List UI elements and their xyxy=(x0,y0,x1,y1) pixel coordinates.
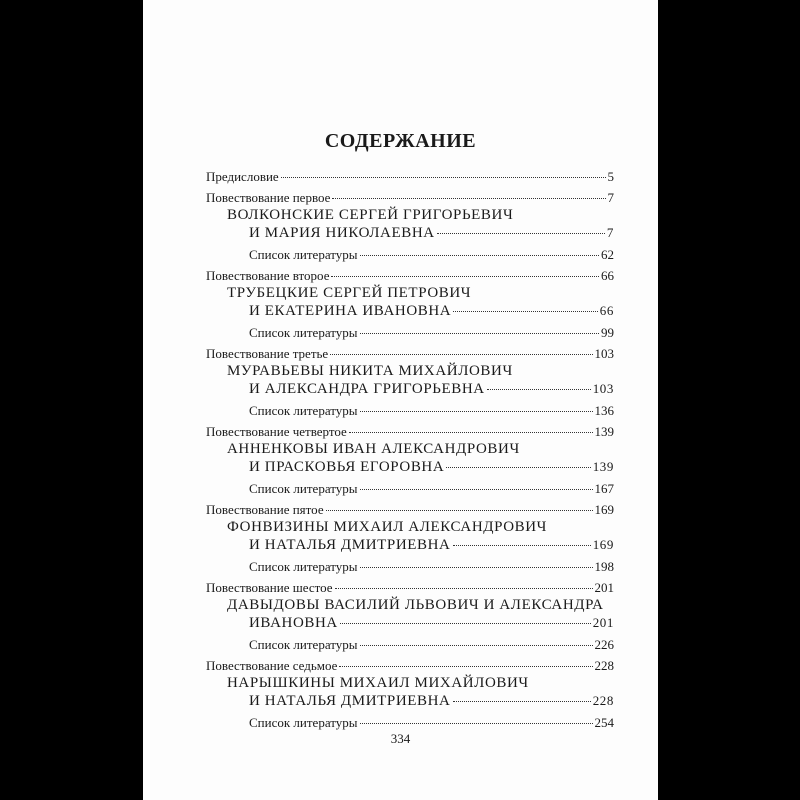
toc-heading-label: И МАРИЯ НИКОЛАЕВНА xyxy=(249,225,435,241)
toc-literature-page: 136 xyxy=(594,403,614,418)
toc-heading-label: И НАТАЛЬЯ ДМИТРИЕВНА xyxy=(249,693,451,709)
toc-literature-label: Список литературы xyxy=(249,637,358,652)
toc-chapter-label: Повествование второе xyxy=(206,267,330,283)
dot-leader xyxy=(360,333,600,334)
toc-heading-row xyxy=(206,380,614,398)
toc-chapter-row xyxy=(206,423,614,442)
toc-heading-line: НАРЫШКИНЫ МИХАИЛ МИХАЙЛОВИЧ xyxy=(227,675,529,691)
toc-heading-page: 201 xyxy=(592,615,614,630)
toc-chapters xyxy=(206,189,614,733)
toc-chapter xyxy=(206,345,614,421)
toc-chapter-label: Повествование третье xyxy=(206,345,329,361)
toc-chapter-row xyxy=(206,657,614,676)
toc-heading-row xyxy=(206,692,614,710)
toc-heading-label: И НАТАЛЬЯ ДМИТРИЕВНА xyxy=(249,537,451,553)
dot-leader xyxy=(487,389,591,390)
toc-chapter-page: 66 xyxy=(601,267,614,283)
toc-heading-label: И АЛЕКСАНДРА ГРИГОРЬЕВНА xyxy=(249,381,485,397)
toc-heading-line: МУРАВЬЕВЫ НИКИТА МИХАЙЛОВИЧ xyxy=(227,363,513,379)
toc-heading-page: 139 xyxy=(592,459,614,474)
toc-literature-row xyxy=(206,324,614,343)
dot-leader xyxy=(349,432,593,433)
toc-chapter-row xyxy=(206,267,614,286)
toc-chapter-page: 169 xyxy=(594,501,614,517)
toc-literature-row xyxy=(206,402,614,421)
toc-chapter xyxy=(206,657,614,733)
toc-preface-row xyxy=(206,168,614,187)
toc-literature-page: 99 xyxy=(601,325,614,340)
dot-leader xyxy=(360,411,593,412)
toc-heading-row xyxy=(206,224,614,242)
toc-literature-page: 226 xyxy=(594,637,614,652)
toc-chapter-label: Повествование седьмое xyxy=(206,657,338,673)
toc-chapter-row xyxy=(206,345,614,364)
page-number: 334 xyxy=(390,731,411,746)
toc-chapter-label: Повествование первое xyxy=(206,189,331,205)
dot-leader xyxy=(330,354,592,355)
toc-preface-page: 5 xyxy=(607,169,614,184)
toc-heading-line: ФОНВИЗИНЫ МИХАИЛ АЛЕКСАНДРОВИЧ xyxy=(227,519,548,535)
toc-heading-row xyxy=(206,614,614,632)
toc-heading-line: АННЕНКОВЫ ИВАН АЛЕКСАНДРОВИЧ xyxy=(227,441,520,457)
dot-leader xyxy=(437,233,605,234)
toc-chapter xyxy=(206,501,614,577)
toc-literature-page: 62 xyxy=(601,247,614,262)
toc-literature-page: 167 xyxy=(594,481,614,496)
toc-heading-line: ВОЛКОНСКИЕ СЕРГЕЙ ГРИГОРЬЕВИЧ xyxy=(227,207,514,223)
toc-literature-page: 198 xyxy=(594,559,614,574)
toc-literature-label: Список литературы xyxy=(249,559,358,574)
toc-chapter xyxy=(206,579,614,655)
toc-heading-row xyxy=(206,458,614,476)
toc-literature-page: 254 xyxy=(594,715,614,730)
dot-leader xyxy=(335,588,593,589)
toc-heading-label: И ПРАСКОВЬЯ ЕГОРОВНА xyxy=(249,459,445,475)
toc-chapter-row xyxy=(206,501,614,520)
toc-literature-row xyxy=(206,558,614,577)
dot-leader xyxy=(360,723,593,724)
toc-heading-page: 7 xyxy=(606,225,614,240)
toc-literature-label: Список литературы xyxy=(249,481,358,496)
toc-heading-line: ТРУБЕЦКИЕ СЕРГЕЙ ПЕТРОВИЧ xyxy=(227,285,472,301)
toc-preface-label: Предисловие xyxy=(206,169,279,184)
book-page xyxy=(143,0,658,800)
dot-leader xyxy=(446,467,590,468)
toc-literature-label: Список литературы xyxy=(249,247,358,262)
toc-heading-row xyxy=(206,536,614,554)
dot-leader xyxy=(453,545,591,546)
dot-leader xyxy=(453,701,591,702)
left-black-margin xyxy=(0,0,143,800)
toc-literature-row xyxy=(206,480,614,499)
dot-leader xyxy=(360,255,600,256)
dot-leader xyxy=(340,623,591,624)
toc-chapter-page: 139 xyxy=(594,423,614,439)
toc-heading-page: 66 xyxy=(599,303,614,318)
dot-leader xyxy=(360,489,593,490)
toc-chapter-page: 201 xyxy=(594,579,614,595)
toc-chapter-page: 7 xyxy=(607,189,614,205)
toc-heading-row xyxy=(206,302,614,320)
toc-heading-label: ИВАНОВНА xyxy=(249,615,338,631)
toc-literature-row xyxy=(206,714,614,733)
toc-heading-line: ДАВЫДОВЫ ВАСИЛИЙ ЛЬВОВИЧ И АЛЕКСАНДРА xyxy=(227,597,604,613)
dot-leader xyxy=(360,645,593,646)
toc-heading-page: 228 xyxy=(592,693,614,708)
toc-chapter-label: Повествование четвертое xyxy=(206,423,347,439)
toc-heading-page: 103 xyxy=(592,381,614,396)
toc-literature-label: Список литературы xyxy=(249,403,358,418)
page-title: СОДЕРЖАНИЕ xyxy=(324,130,477,152)
dot-leader xyxy=(281,177,606,178)
toc-chapter-page: 228 xyxy=(594,657,614,673)
toc-chapter xyxy=(206,189,614,265)
toc-literature-label: Список литературы xyxy=(249,715,358,730)
dot-leader xyxy=(326,510,593,511)
toc-chapter-row xyxy=(206,579,614,598)
toc-chapter xyxy=(206,267,614,343)
dot-leader xyxy=(453,311,598,312)
toc-literature-row xyxy=(206,636,614,655)
toc-heading-label: И ЕКАТЕРИНА ИВАНОВНА xyxy=(249,303,452,319)
toc-heading-page: 169 xyxy=(592,537,614,552)
toc-chapter xyxy=(206,423,614,499)
right-black-margin xyxy=(658,0,800,800)
toc-literature-label: Список литературы xyxy=(249,325,358,340)
dot-leader xyxy=(332,198,605,199)
dot-leader xyxy=(339,666,592,667)
toc-chapter-row xyxy=(206,189,614,208)
table-of-contents xyxy=(206,168,614,733)
toc-chapter-page: 103 xyxy=(594,345,614,361)
toc-chapter-label: Повествование шестое xyxy=(206,579,333,595)
toc-literature-row xyxy=(206,246,614,265)
toc-chapter-label: Повествование пятое xyxy=(206,501,324,517)
dot-leader xyxy=(331,276,599,277)
dot-leader xyxy=(360,567,593,568)
